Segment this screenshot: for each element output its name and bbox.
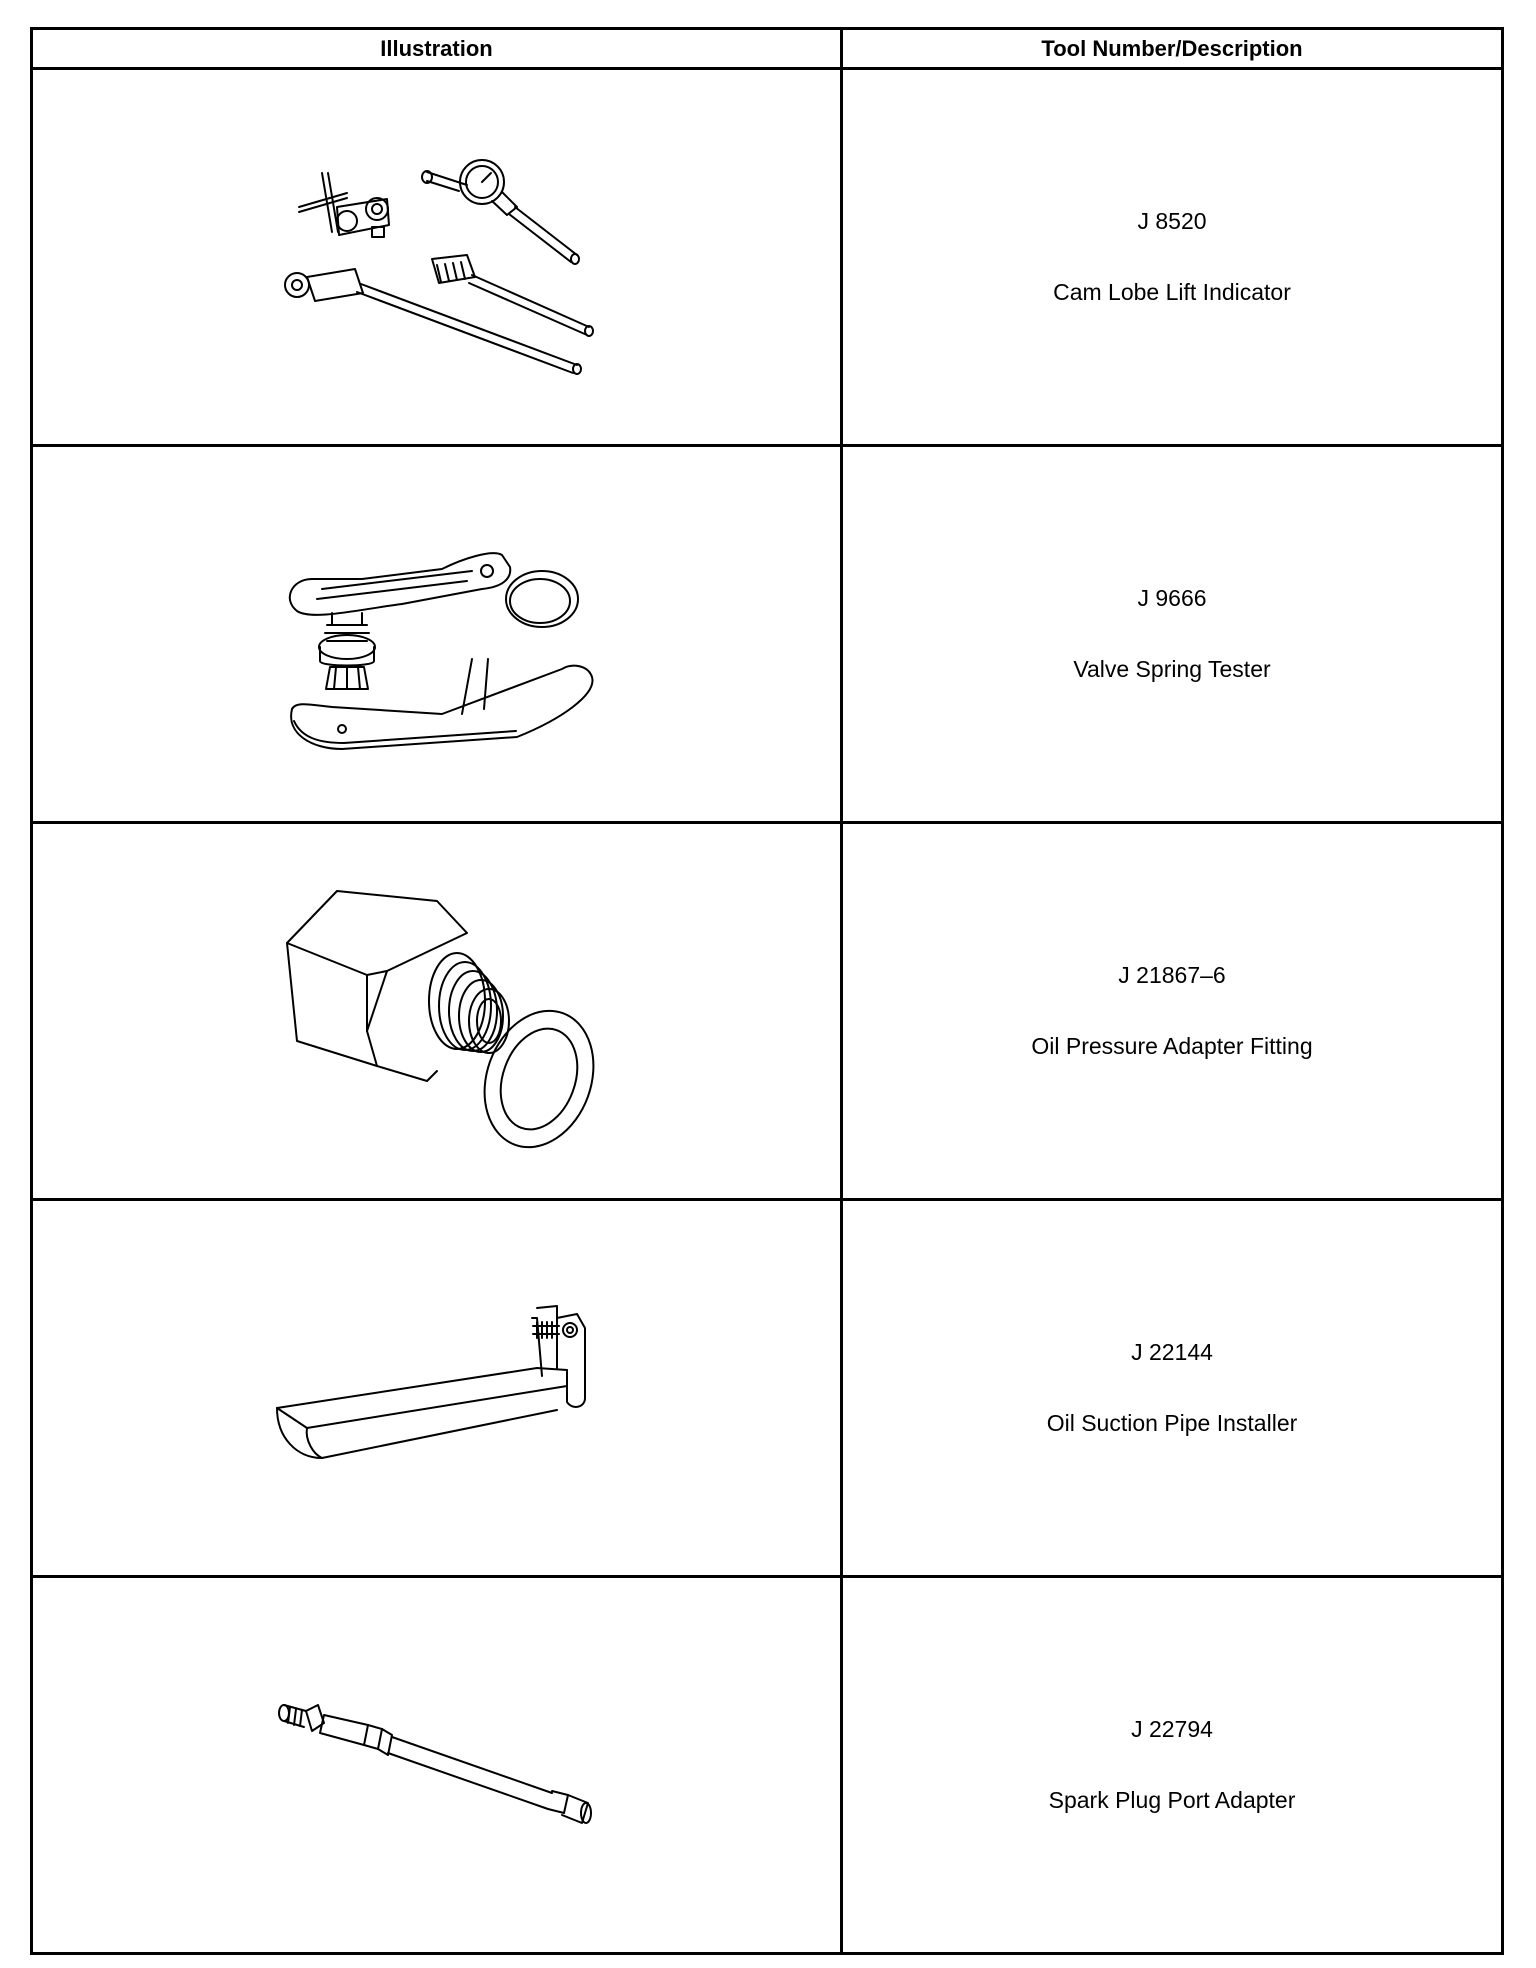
tool-name: Oil Pressure Adapter Fitting xyxy=(1031,1033,1313,1059)
oil-suction-pipe-installer-icon xyxy=(267,1298,607,1478)
valve-spring-tester-icon xyxy=(272,509,602,759)
tool-name: Oil Suction Pipe Installer xyxy=(1046,1410,1298,1436)
header-row xyxy=(32,29,1503,69)
spark-plug-port-adapter-icon xyxy=(272,1685,602,1845)
table-row xyxy=(32,1577,1503,1954)
tool-number: J 21867–6 xyxy=(1118,962,1226,988)
tool-number: J 9666 xyxy=(1137,585,1207,611)
tool-number: J 8520 xyxy=(1137,208,1207,234)
table-row xyxy=(32,446,1503,823)
tool-name: Spark Plug Port Adapter xyxy=(1048,1787,1296,1813)
description-cell xyxy=(842,1200,1503,1577)
table-row xyxy=(32,1200,1503,1577)
description-cell xyxy=(842,69,1503,446)
special-tools-table xyxy=(30,27,1504,1955)
illustration-cell xyxy=(32,69,842,446)
tool-name: Valve Spring Tester xyxy=(1073,656,1271,682)
illustration-cell xyxy=(32,1200,842,1577)
table-row xyxy=(32,823,1503,1200)
description-cell xyxy=(842,446,1503,823)
illustration-cell xyxy=(32,446,842,823)
cam-lobe-lift-indicator-icon xyxy=(277,137,597,377)
description-cell xyxy=(842,823,1503,1200)
oil-pressure-adapter-fitting-icon xyxy=(277,871,597,1151)
illustration-cell xyxy=(32,1577,842,1954)
tool-number: J 22144 xyxy=(1131,1339,1213,1365)
tool-number: J 22794 xyxy=(1131,1716,1213,1742)
illustration-cell xyxy=(32,823,842,1200)
description-cell xyxy=(842,1577,1503,1954)
tool-name: Cam Lobe Lift Indicator xyxy=(1053,279,1291,305)
description-header: Tool Number/Description xyxy=(842,29,1503,69)
table-row xyxy=(32,69,1503,446)
illustration-header: Illustration xyxy=(32,29,842,69)
